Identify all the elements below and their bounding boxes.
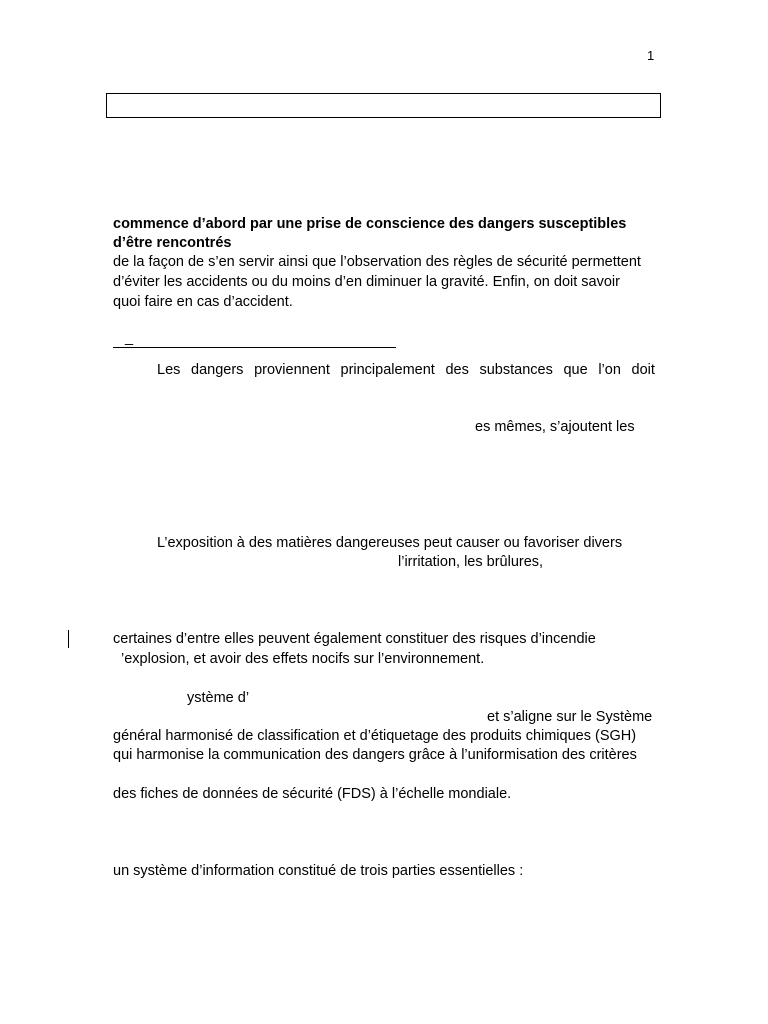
dangers-word: que — [563, 362, 588, 378]
dangers-word: principalement — [340, 362, 435, 378]
page-number: 1 — [647, 48, 655, 63]
dangers-word: substances — [479, 362, 553, 378]
dangers-line-2: es mêmes, s’ajoutent les — [475, 419, 635, 435]
risks-line-1: certaines d’entre elles peuvent également constituer des risques d’incendie — [113, 631, 596, 647]
intro-line-4: d’éviter les accidents ou du moins d’en diminuer la gravité. Enfin, on doit savoir — [113, 274, 620, 290]
title-box — [106, 93, 661, 118]
system-line-2: et s’aligne sur le Système — [487, 709, 653, 725]
text-cursor — [68, 630, 69, 648]
system-line-5: des fiches de données de sécurité (FDS) à l’échelle mondiale. — [113, 786, 512, 802]
intro-bold-line-2: d’être rencontrés — [113, 235, 232, 251]
intro-line-5: quoi faire en cas d’accident. — [113, 294, 293, 310]
risks-line-2: ’explosion, et avoir des effets nocifs sur l’environnement. — [121, 651, 485, 667]
exposure-line-2: l’irritation, les brûlures, — [398, 554, 544, 570]
section-heading-underline — [113, 347, 396, 348]
info-system-line-1: un système d’information constitué de trois parties essentielles : — [113, 863, 524, 879]
system-line-4: qui harmonise la communication des dangers grâce à l’uniformisation des critères — [113, 747, 637, 763]
dangers-line-1 — [157, 361, 655, 381]
dangers-word: dangers — [191, 362, 244, 378]
dangers-word: Les — [157, 362, 181, 378]
section-heading-dash: _ — [125, 330, 134, 346]
system-line-1: ystème d’ — [187, 690, 250, 706]
intro-line-3: de la façon de s’en servir ainsi que l’observation des règles de sécurité permettent — [113, 254, 641, 270]
dangers-word: proviennent — [254, 362, 330, 378]
intro-bold-line-1: commence d’abord par une prise de conscience des dangers susceptibles — [113, 216, 627, 232]
dangers-word: doit — [631, 362, 655, 378]
dangers-word: l’on — [598, 362, 621, 378]
dangers-word: des — [445, 362, 469, 378]
exposure-line-1: L’exposition à des matières dangereuses peut causer ou favoriser divers — [157, 535, 623, 551]
system-line-3: général harmonisé de classification et d’étiquetage des produits chimiques (SGH) — [113, 728, 637, 744]
